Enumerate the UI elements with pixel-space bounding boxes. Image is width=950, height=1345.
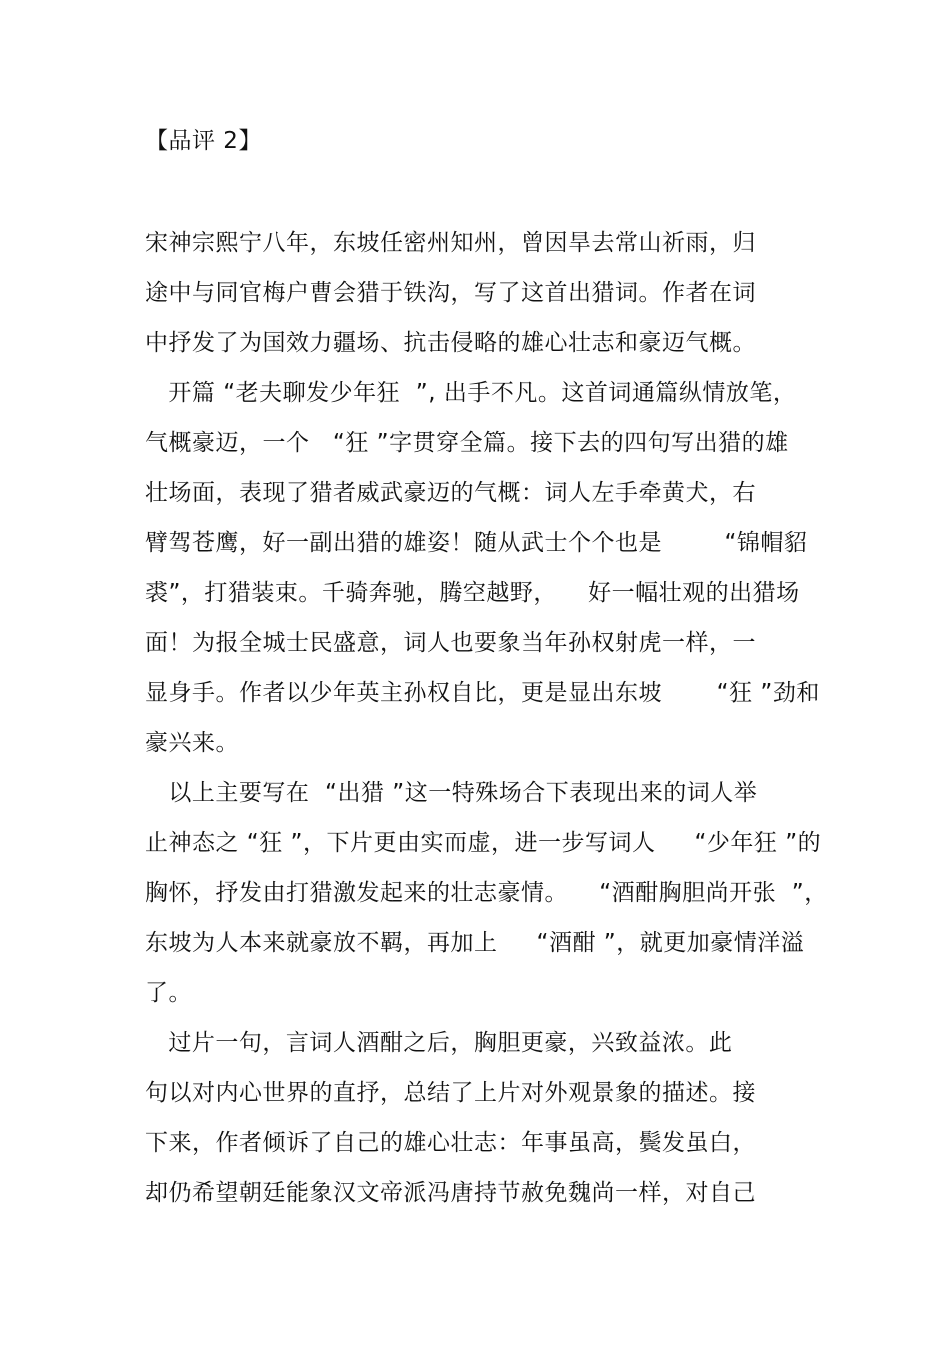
text-line: 止神态之 “狂 ”，下片更由实而虚，进一步写词人 “少年狂 ”的: [145, 830, 822, 856]
text-line: 气概豪迈，一个 “狂 ”字贯穿全篇。接下去的四句写出猎的雄: [145, 430, 789, 456]
text-line: 裘”，打猎装束。千骑奔驰，腾空越野， 好一幅壮观的出猎场: [145, 580, 800, 606]
text-line: 显身手。作者以少年英主孙权自比，更是显出东坡 “狂 ”劲和: [145, 680, 820, 706]
text-line: 下来，作者倾诉了自己的雄心壮志：年事虽高，鬓发虽白，: [145, 1130, 756, 1156]
text-line: 壮场面，表现了猎者威武豪迈的气概：词人左手牵黄犬，右: [145, 480, 756, 506]
text-line: 面！为报全城士民盛意，词人也要象当年孙权射虎一样，一: [145, 630, 756, 656]
text-line: 中抒发了为国效力疆场、抗击侵略的雄心壮志和豪迈气概。: [145, 330, 756, 356]
text-line: 宋神宗熙宁八年，东坡任密州知州，曾因旱去常山祈雨，归: [145, 230, 756, 256]
text-line: 东坡为人本来就豪放不羁，再加上 “酒酣 ”，就更加豪情洋溢: [145, 930, 805, 956]
text-line: 了。: [145, 980, 192, 1006]
text-line: 豪兴来。: [145, 730, 239, 756]
text-line: 臂驾苍鹰，好一副出猎的雄姿！随从武士个个也是 “锦帽貂: [145, 530, 808, 556]
section-heading: 【品评 2】: [145, 128, 262, 154]
text-line: 句以对内心世界的直抒，总结了上片对外观景象的描述。接: [145, 1080, 756, 1106]
text-line: 途中与同官梅户曹会猎于铁沟，写了这首出猎词。作者在词: [145, 280, 756, 306]
text-line: 胸怀，抒发由打猎激发起来的壮志豪情。 “酒酣胸胆尚开张 ”，: [145, 880, 828, 906]
text-line: 过片一句，言词人酒酣之后，胸胆更豪，兴致益浓。此: [145, 1030, 733, 1056]
text-line: 以上主要写在 “出猎 ”这一特殊场合下表现出来的词人举: [145, 780, 758, 806]
text-line: 开篇 “老夫聊发少年狂 ”, 出手不凡。这首词通篇纵情放笔，: [145, 380, 797, 406]
text-line: 却仍希望朝廷能象汉文帝派冯唐持节赦免魏尚一样，对自己: [145, 1180, 756, 1206]
